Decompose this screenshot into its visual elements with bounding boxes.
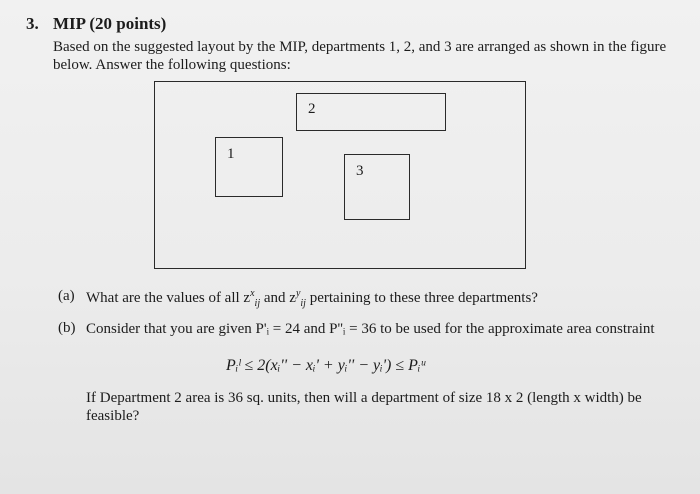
- part-b-letter: (b): [58, 320, 76, 336]
- department-3-box: [344, 154, 410, 220]
- part-a-text-mid: and z: [260, 290, 296, 306]
- perimeter-formula: Pᵢˡ ≤ 2(xᵢ'' − xᵢ' + yᵢ'' − yᵢ') ≤ Pᵢᵘ: [226, 357, 426, 374]
- department-2-label: 2: [308, 101, 316, 117]
- department-2-box: [296, 93, 446, 131]
- question-title: MIP (20 points): [53, 14, 167, 33]
- question-number: 3.: [26, 14, 39, 33]
- department-1-box: [215, 137, 283, 197]
- part-b-question: If Department 2 area is 36 sq. units, then will a department of size 18 x 2 (length x width) be feasible?: [86, 390, 642, 424]
- department-3-label: 3: [356, 163, 364, 179]
- part-a-text: What are the values of all $z^x_{ij}$ and $z^y_{ij}$ pertaining to these three departments?: [86, 288, 538, 309]
- part-a-text-before: What are the values of all z: [86, 290, 251, 306]
- department-1-label: 1: [227, 146, 235, 162]
- part-b-text: Consider that you are given P'ᵢ = 24 and P''ᵢ = 36 to be used for the approximate area constraint: [86, 321, 655, 337]
- part-a-letter: (a): [58, 288, 75, 304]
- part-a-text-after: pertaining to these three departments?: [305, 290, 538, 306]
- question-intro: Based on the suggested layout by the MIP, departments 1, 2, and 3 are arranged as shown in the figure below. Answer the following questions:: [53, 39, 667, 73]
